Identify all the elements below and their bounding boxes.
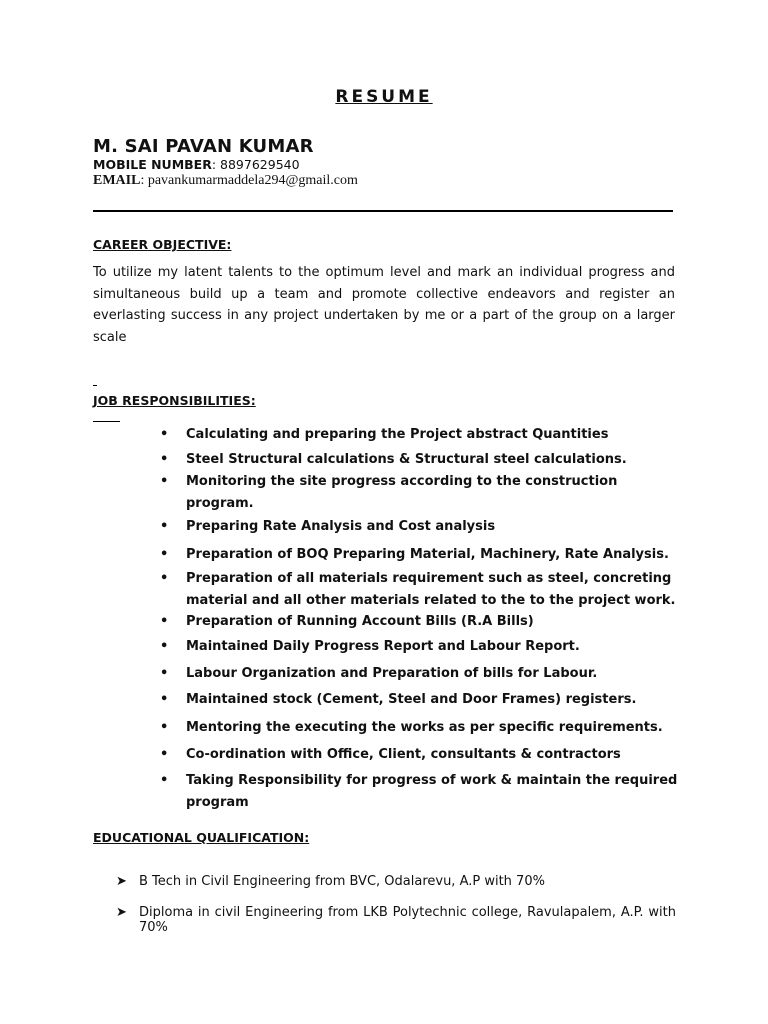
list-item-text: Labour Organization and Preparation of bills for Labour. bbox=[186, 666, 598, 681]
education-heading: EDUCATIONAL QUALIFICATION: bbox=[93, 830, 310, 845]
career-objective-text: To utilize my latent talents to the optimum level and mark an individual progress and simultaneous build up a team and promote collective endeavors and register an everlasting success in any project undertaken by me or a part of the group on a larger scale bbox=[93, 265, 675, 345]
mobile-number-line bbox=[93, 157, 300, 172]
list-item-text: Preparation of BOQ Preparing Material, Machinery, Rate Analysis. bbox=[186, 547, 669, 562]
education-item-text: Diploma in civil Engineering from LKB Polytechnic college, Ravulapalem, A.P. with 70% bbox=[139, 905, 676, 935]
email-line bbox=[93, 173, 358, 189]
bullet-icon: • bbox=[160, 571, 169, 586]
career-objective-heading: CAREER OBJECTIVE: bbox=[93, 237, 232, 252]
bullet-icon: • bbox=[160, 773, 169, 788]
list-item-text: Preparation of all materials requirement such as steel, concreting material and all other materials related to the to the project work. bbox=[186, 571, 676, 608]
mobile-number-label: MOBILE NUMBER bbox=[93, 157, 212, 172]
bullet-icon: • bbox=[160, 427, 169, 442]
bullet-icon: • bbox=[160, 614, 169, 629]
bullet-icon: • bbox=[160, 519, 169, 534]
bullet-icon: • bbox=[160, 666, 169, 681]
bullet-icon: • bbox=[160, 692, 169, 707]
list-item-text: Preparing Rate Analysis and Cost analysis bbox=[186, 519, 496, 534]
email-label: EMAIL bbox=[93, 173, 141, 188]
arrow-bullet-icon: ➤ bbox=[116, 905, 127, 920]
list-item-text: Maintained stock (Cement, Steel and Door Frames) registers. bbox=[186, 692, 637, 707]
email-value: : pavankumarmaddela294@gmail.com bbox=[140, 173, 358, 188]
bullet-icon: • bbox=[160, 547, 169, 562]
list-item-text: Preparation of Running Account Bills (R.A Bills) bbox=[186, 614, 534, 629]
list-item-text: Calculating and preparing the Project abstract Quantities bbox=[186, 427, 609, 442]
candidate-name: M. SAI PAVAN KUMAR bbox=[93, 136, 314, 157]
list-item-text: Monitoring the site progress according to the construction program. bbox=[186, 474, 618, 511]
bullet-icon: • bbox=[160, 452, 169, 467]
education-item-text: B Tech in Civil Engineering from BVC, Odalarevu, A.P with 70% bbox=[139, 874, 545, 889]
decorative-mark bbox=[93, 385, 97, 386]
bullet-icon: • bbox=[160, 720, 169, 735]
bullet-icon: • bbox=[160, 747, 169, 762]
list-item-text: Co-ordination with Office, Client, consultants & contractors bbox=[186, 747, 621, 762]
page-title: RESUME bbox=[335, 87, 433, 107]
header-divider bbox=[93, 210, 673, 212]
decorative-underline bbox=[93, 421, 120, 422]
list-item-text: Taking Responsibility for progress of work & maintain the required program bbox=[186, 773, 678, 810]
bullet-icon: • bbox=[160, 474, 169, 489]
mobile-number-value: : 8897629540 bbox=[211, 157, 300, 172]
list-item-text: Steel Structural calculations & Structural steel calculations. bbox=[186, 452, 627, 467]
arrow-bullet-icon: ➤ bbox=[116, 874, 127, 889]
list-item-text: Mentoring the executing the works as per specific requirements. bbox=[186, 720, 663, 735]
bullet-icon: • bbox=[160, 639, 169, 654]
list-item-text: Maintained Daily Progress Report and Labour Report. bbox=[186, 639, 580, 654]
job-responsibilities-heading: JOB RESPONSIBILITIES: bbox=[93, 393, 256, 408]
